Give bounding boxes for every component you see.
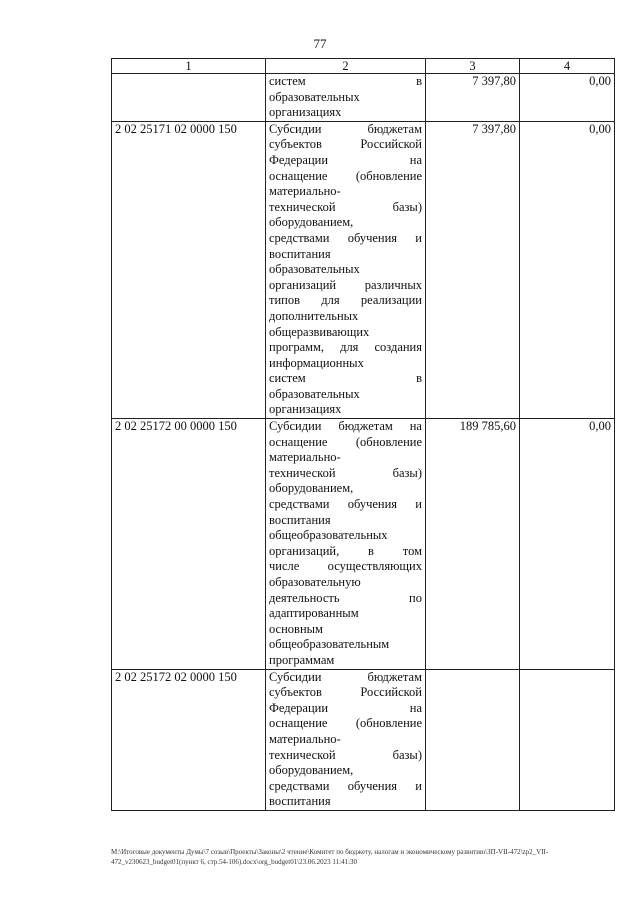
description-word: организаций <box>269 277 337 292</box>
description-word: Российской <box>360 137 422 152</box>
description-cell <box>266 74 426 122</box>
column-header-2: 2 <box>266 59 426 74</box>
description-line: общеразвивающих <box>269 324 370 339</box>
page-number: 77 <box>313 36 327 51</box>
description-word: оснащение <box>269 168 328 183</box>
description-line: общеобразовательным <box>269 637 390 652</box>
description-line: воспитания <box>269 794 331 809</box>
description-word: технической <box>269 747 336 762</box>
description-line <box>269 200 422 216</box>
description-word: бюджетам <box>367 669 422 684</box>
description-line <box>269 701 422 717</box>
description-word: бюджетам <box>367 121 422 136</box>
description-word: Федерации <box>269 700 329 715</box>
description-line <box>269 153 422 169</box>
description-word: оснащение <box>269 716 328 731</box>
column-header-4: 4 <box>520 59 615 74</box>
description-line <box>269 466 422 482</box>
budget-code-cell <box>112 74 266 122</box>
description-word: и <box>415 778 422 793</box>
description-line <box>269 559 422 575</box>
description-word: Федерации <box>269 152 329 167</box>
description-word: и <box>415 497 422 512</box>
description-line: образовательную <box>269 575 361 589</box>
table-row <box>112 669 615 810</box>
amount-2-cell: 0,00 <box>520 419 615 670</box>
description-line <box>269 169 422 185</box>
description-word: обучения <box>347 778 398 793</box>
budget-code-cell: 2 02 25171 02 0000 150 <box>112 121 266 418</box>
budget-table <box>111 58 615 811</box>
table-row <box>112 74 615 122</box>
amount-2-cell <box>520 669 615 810</box>
description-line <box>269 293 422 309</box>
description-word: бюджетам <box>338 419 393 434</box>
description-word: технической <box>269 465 336 480</box>
description-word: в <box>368 543 374 558</box>
description-line <box>269 231 422 247</box>
description-line: воспитания <box>269 512 331 527</box>
description-word: по <box>409 590 422 605</box>
description-word: для <box>321 293 340 308</box>
description-word: базы) <box>392 747 422 762</box>
amount-cell: 7 397,80 <box>426 121 520 418</box>
description-word: программ, <box>269 340 325 355</box>
description-cell <box>266 419 426 670</box>
description-line: информационных <box>269 355 364 370</box>
description-word: средствами <box>269 497 330 512</box>
table-row <box>112 121 615 418</box>
column-header-3: 3 <box>426 59 520 74</box>
description-line: материально- <box>269 731 341 746</box>
description-word: (обновление <box>355 434 422 449</box>
description-line <box>269 371 422 387</box>
budget-code-cell: 2 02 25172 00 0000 150 <box>112 419 266 670</box>
description-line: материально- <box>269 184 341 199</box>
budget-code-cell: 2 02 25172 02 0000 150 <box>112 669 266 810</box>
description-word: в <box>416 74 422 88</box>
description-word: в <box>416 371 422 386</box>
description-word: (обновление <box>355 168 422 183</box>
description-line <box>269 670 422 686</box>
description-word: организаций, <box>269 543 340 558</box>
description-word: различных <box>364 277 422 292</box>
description-word: на <box>409 152 422 167</box>
amount-2-cell: 0,00 <box>520 74 615 122</box>
description-line <box>269 435 422 451</box>
table-header-row <box>112 59 615 74</box>
column-header-1: 1 <box>112 59 266 74</box>
description-line: дополнительных <box>269 308 359 323</box>
amount-cell: 7 397,80 <box>426 74 520 122</box>
description-word: для <box>340 340 359 355</box>
description-line <box>269 779 422 795</box>
description-word: создания <box>374 340 422 355</box>
description-line: оборудованием, <box>269 763 354 778</box>
description-line <box>269 748 422 764</box>
description-line: оборудованием, <box>269 215 354 230</box>
description-word: систем <box>269 371 306 386</box>
description-line <box>269 122 422 138</box>
description-word: базы) <box>392 199 422 214</box>
description-word: на <box>409 700 422 715</box>
description-word: Субсидии <box>269 419 322 434</box>
description-line: основным <box>269 621 323 636</box>
description-word: числе <box>269 559 300 574</box>
description-line <box>269 544 422 560</box>
description-line: образовательных <box>269 89 360 104</box>
description-line: воспитания <box>269 246 331 261</box>
description-line <box>269 74 422 90</box>
description-word: систем <box>269 74 306 88</box>
description-word: том <box>402 543 422 558</box>
description-word: технической <box>269 199 336 214</box>
file-path-footer <box>111 848 616 867</box>
description-cell <box>266 669 426 810</box>
description-line <box>269 716 422 732</box>
footer-line-2: 472_v230623_budget01(пункт 6, стр.54-106).docx\org_budget01\23.06.2023 11:41:30 <box>111 857 358 866</box>
description-word: на <box>409 419 422 434</box>
description-word: обучения <box>347 230 398 245</box>
description-line <box>269 340 422 356</box>
description-line: образовательных <box>269 386 360 401</box>
amount-cell <box>426 669 520 810</box>
description-cell <box>266 121 426 418</box>
description-word: типов <box>269 293 300 308</box>
description-line: организациях <box>269 402 342 417</box>
description-line: организациях <box>269 105 342 120</box>
description-line: материально- <box>269 450 341 465</box>
description-line: оборудованием, <box>269 481 354 496</box>
amount-2-cell: 0,00 <box>520 121 615 418</box>
description-word: Субсидии <box>269 121 322 136</box>
description-word: (обновление <box>355 716 422 731</box>
table-row <box>112 419 615 670</box>
description-line <box>269 137 422 153</box>
amount-cell: 189 785,60 <box>426 419 520 670</box>
description-word: деятельность <box>269 590 340 605</box>
table-body <box>112 74 615 811</box>
description-word: субъектов <box>269 137 322 152</box>
description-word: осуществляющих <box>327 559 422 574</box>
description-line: адаптированным <box>269 606 359 621</box>
description-word: субъектов <box>269 685 322 700</box>
description-word: Российской <box>360 685 422 700</box>
description-word: оснащение <box>269 434 328 449</box>
description-word: реализации <box>360 293 422 308</box>
description-word: обучения <box>347 497 398 512</box>
description-line: программам <box>269 652 335 667</box>
description-line <box>269 419 422 435</box>
description-line <box>269 497 422 513</box>
description-word: Субсидии <box>269 669 322 684</box>
description-line <box>269 685 422 701</box>
description-word: базы) <box>392 465 422 480</box>
description-line: общеобразовательных <box>269 528 388 543</box>
description-line <box>269 278 422 294</box>
description-line: образовательных <box>269 262 360 277</box>
footer-line-1: М:\Итоговые документы Думы\7 созыв\Проекты\Законы\2 чтение\Комитет по бюджету, налогам и экономическому развитию\ЗП-VII-472\zp2_VII- <box>111 848 549 856</box>
description-word: средствами <box>269 230 330 245</box>
description-line <box>269 591 422 607</box>
description-word: и <box>415 230 422 245</box>
description-word: средствами <box>269 778 330 793</box>
